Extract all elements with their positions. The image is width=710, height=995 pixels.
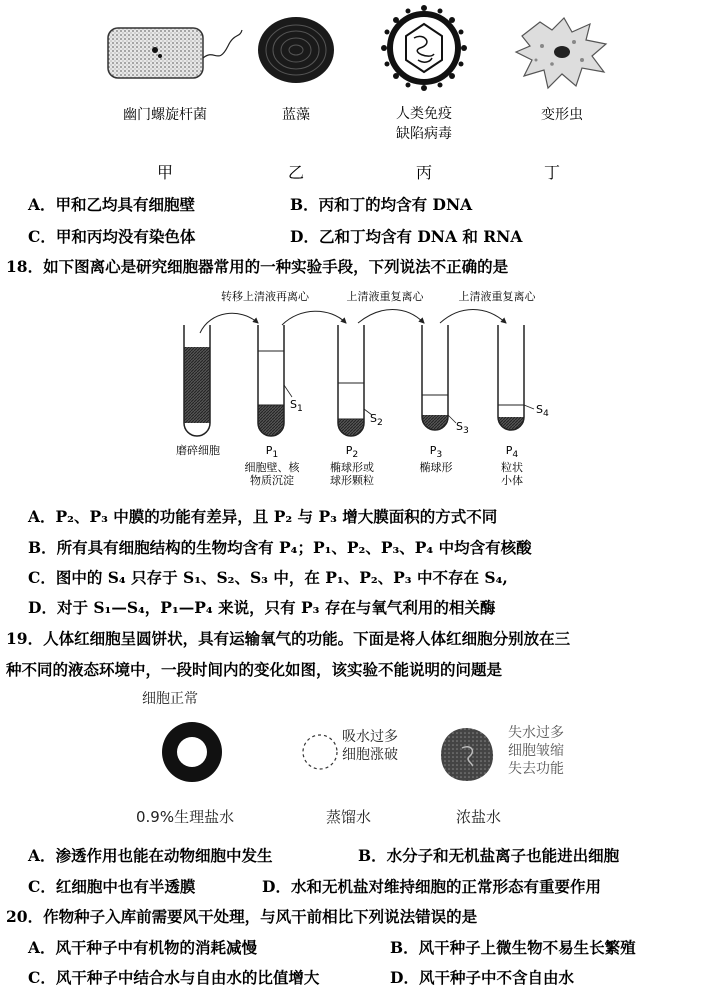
normal-red-cell-icon [156, 716, 228, 788]
organism-name-3: 人类免疫 缺陷病毒 [396, 106, 452, 142]
tube-p2 [338, 325, 372, 436]
arrow-caption-3: 上清液重复离心 [458, 290, 536, 303]
q20-option-b: B．风干种子上微生物不易生长繁殖 [390, 938, 636, 957]
q18-option-d: D．对于 S₁—S₄，P₁—P₄ 来说，只有 P₃ 存在与氧气利用的相关酶 [28, 598, 496, 617]
tube-label-p1: $P_1$ 细胞壁、核 物质沉淀 [244, 444, 300, 488]
organism-name-1: 幽门螺旋杆菌 [123, 107, 207, 123]
tube-p4 [498, 325, 534, 430]
q19-question-line-1: 19．人体红细胞呈圆饼状，具有运输氧气的功能。下面是将人体红细胞分别放在三 [6, 629, 571, 648]
q17-option-b: B．丙和丁的均含有 DNA [290, 195, 473, 214]
arrow-caption-1: 转移上清液再离心 [221, 290, 309, 303]
tube-label-p4: $P_4$ 粒状 小体 [501, 444, 523, 488]
amoeba-icon [512, 16, 612, 92]
burst-cell-label: 吸水过多 细胞涨破 [342, 729, 398, 763]
transfer-arrow-4 [440, 310, 506, 324]
q20-option-c: C．风干种子中结合水与自由水的比值增大 [28, 968, 320, 987]
q19-question-line-2: 种不同的液态环境中，一段时间内的变化如图，该实验不能说明的问题是 [6, 660, 503, 679]
shrunken-cell-icon [436, 724, 498, 786]
tube-label-p3: $P_3$ 椭球形 [419, 444, 453, 475]
label-s3: $S_3$ [456, 420, 469, 437]
q17-option-a: A．甲和乙均具有细胞壁 [28, 195, 196, 214]
q19-option-d: D．水和无机盐对维持细胞的正常形态有重要作用 [262, 877, 601, 896]
transfer-arrow-1 [200, 313, 258, 333]
q17-option-c: C．甲和丙均没有染色体 [28, 227, 196, 246]
tube-ground-cells [184, 325, 210, 436]
organism-label-ding: 丁 [543, 163, 560, 182]
transfer-arrow-2 [282, 311, 346, 325]
organism-label-bing: 丙 [415, 163, 432, 182]
tube-label-p2: $P_2$ 椭球形或 球形颗粒 [330, 444, 374, 488]
solution-distilled-water: 蒸馏水 [326, 808, 372, 826]
organism-name-2: 蓝藻 [282, 107, 310, 123]
transfer-arrow-3 [358, 310, 424, 324]
hiv-virus-icon [380, 4, 468, 92]
q19-option-a: A．渗透作用也能在动物细胞中发生 [28, 846, 273, 865]
q19-option-c: C．红细胞中也有半透膜 [28, 877, 196, 896]
tube-p1 [258, 325, 292, 436]
organism-label-jia: 甲 [156, 163, 173, 182]
label-s2: $S_2$ [370, 412, 383, 429]
label-s1: $S_1$ [290, 398, 303, 415]
q17-option-d: D．乙和丁均含有 DNA 和 RNA [290, 227, 523, 246]
solution-saline: 0.9%生理盐水 [136, 808, 235, 826]
arrow-caption-2: 上清液重复离心 [346, 290, 424, 303]
q19-option-b: B．水分子和无机盐离子也能进出细胞 [358, 846, 620, 865]
organism-label-yi: 乙 [287, 163, 304, 182]
q20-question: 20．作物种子入库前需要风干处理，与风干前相比下列说法错误的是 [6, 907, 478, 926]
q18-option-b: B．所有具有细胞结构的生物均含有 P₄；P₁、P₂、P₃、P₄ 中均含有核酸 [28, 538, 532, 557]
organism-name-4: 变形虫 [541, 107, 583, 123]
q18-question: 18．如下图离心是研究细胞器常用的一种实验手段，下列说法不正确的是 [6, 257, 509, 276]
q18-option-c: C．图中的 S₄ 只存于 S₁、S₂、S₃ 中，在 P₁、P₂、P₃ 中不存在 S₄, [28, 568, 508, 587]
cyanobacteria-icon [256, 14, 336, 86]
q18-option-a: A．P₂、P₃ 中膜的功能有差异，且 P₂ 与 P₃ 增大膜面积的方式不同 [28, 507, 498, 526]
shrunken-cell-label: 失水过多 细胞皱缩 失去功能 [508, 725, 564, 777]
label-s4: $S_4$ [536, 403, 549, 420]
solution-concentrated-salt: 浓盐水 [456, 808, 502, 826]
q20-option-a: A．风干种子中有机物的消耗减慢 [28, 938, 258, 957]
tube-label-ground: 磨碎细胞 [176, 444, 220, 457]
normal-cell-label: 细胞正常 [142, 691, 198, 707]
q20-option-d: D．风干种子中不含自由水 [390, 968, 574, 987]
burst-cell-icon [300, 732, 340, 772]
bacterium-icon [100, 18, 250, 88]
tube-p3 [422, 325, 456, 430]
